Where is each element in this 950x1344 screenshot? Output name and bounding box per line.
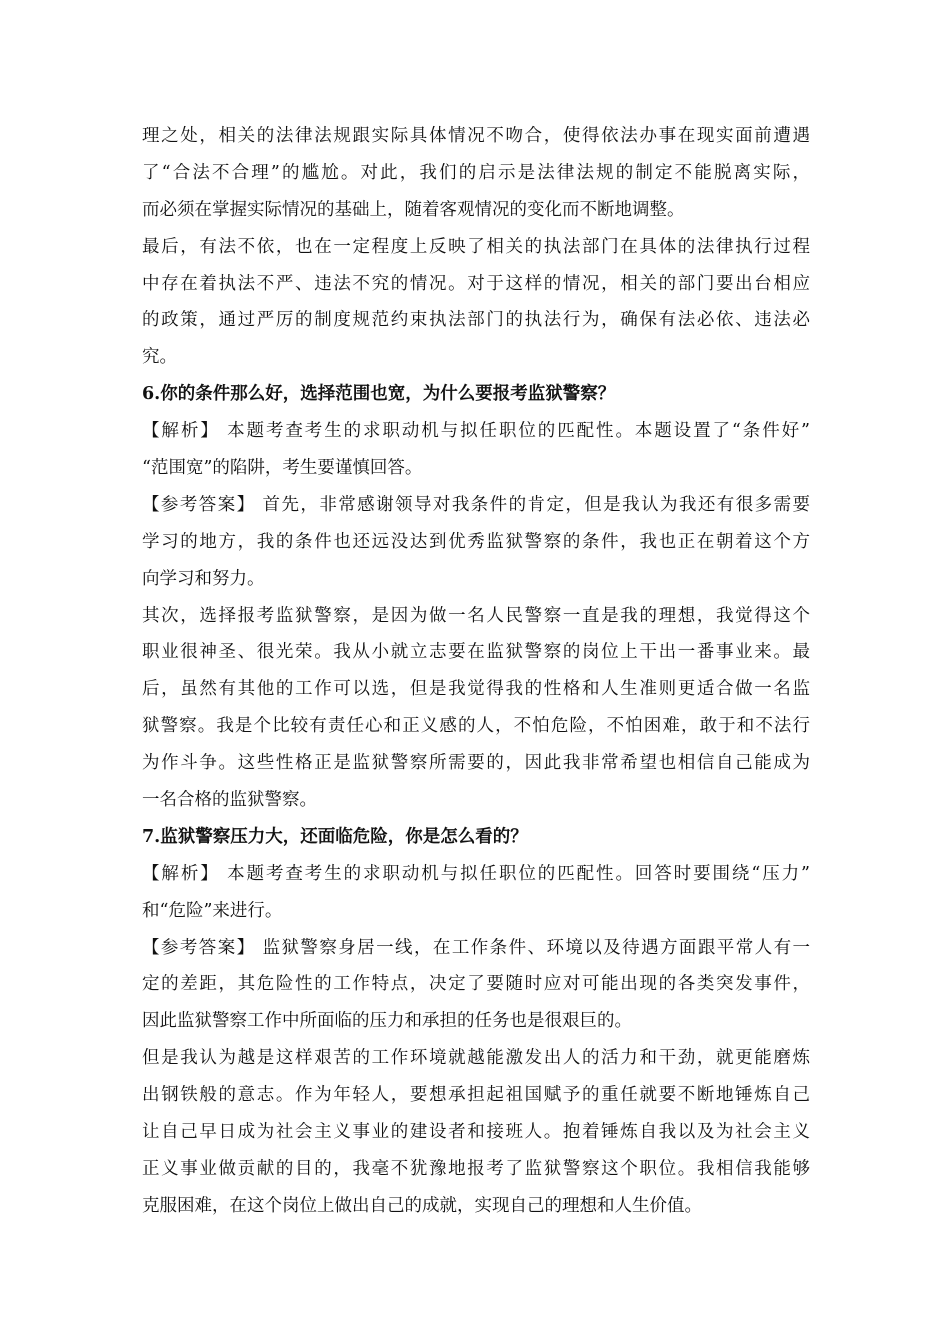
- text-line: “范围宽”的陷阱，考生要谨慎回答。: [142, 458, 423, 479]
- text-line: 正义事业做贡献的目的，我毫不犹豫地报考了监狱警察这个职位。我相信我能够: [142, 1158, 810, 1179]
- text-line: 让自己早日成为社会主义事业的建设者和接班人。抱着锤炼自我以及为社会主义: [142, 1122, 810, 1143]
- text-line: 理之处，相关的法律法规跟实际具体情况不吻合，使得依法办事在现实面前遭遇: [142, 126, 810, 146]
- text-line: 【参考答案】 监狱警察身居一线，在工作条件、环境以及待遇方面跟平常人有一: [142, 937, 810, 958]
- text-line: 为作斗争。这些性格正是监狱警察所需要的，因此我非常希望也相信自己能成为: [142, 753, 810, 774]
- document-page: [142, 118, 810, 1225]
- text-line: 克服困难，在这个岗位上做出自己的成就，实现自己的理想和人生价值。: [142, 1195, 702, 1216]
- text-line: 究。: [142, 347, 177, 368]
- question-7-heading: [142, 819, 810, 856]
- paragraph-legal-reflection: [142, 118, 810, 229]
- text-line: 定的差距，其危险性的工作特点，决定了要随时应对可能出现的各类突发事件，: [142, 974, 810, 995]
- text-line: 其次，选择报考监狱警察，是因为做一名人民警察一直是我的理想，我觉得这个: [142, 605, 810, 626]
- question-6-answer-part-2: [142, 598, 810, 819]
- text-line: 职业很神圣、很光荣。我从小就立志要在监狱警察的岗位上干出一番事业来。最: [142, 642, 810, 663]
- text-line: 【解析】 本题考查考生的求职动机与拟任职位的匹配性。回答时要围绕“压力”: [142, 863, 810, 884]
- text-line: 了“合法不合理”的尴尬。对此，我们的启示是法律法规的制定不能脱离实际，: [142, 162, 810, 183]
- text-line: 但是我认为越是这样艰苦的工作环境就越能激发出人的活力和干劲，就更能磨炼: [142, 1048, 810, 1069]
- text-line: 的政策，通过严厉的制度规范约束执法部门的执法行为，确保有法必依、违法必: [142, 310, 810, 331]
- text-line: 【解析】 本题考查考生的求职动机与拟任职位的匹配性。本题设置了“条件好”: [142, 421, 810, 442]
- text-line: 【参考答案】 首先，非常感谢领导对我条件的肯定，但是我认为我还有很多需要: [142, 494, 810, 515]
- text-line: 最后，有法不依，也在一定程度上反映了相关的执法部门在具体的法律执行过程: [142, 236, 810, 257]
- question-7-answer-part-2: [142, 1040, 810, 1224]
- text-line: 狱警察。我是个比较有责任心和正义感的人，不怕危险，不怕困难，敢于和不法行: [142, 716, 810, 737]
- text-line: 中存在着执法不严、违法不究的情况。对于这样的情况，相关的部门要出台相应: [142, 273, 810, 294]
- text-line: 出钢铁般的意志。作为年轻人，要想承担起祖国赋予的重任就要不断地锤炼自己: [142, 1085, 810, 1106]
- question-6-heading: [142, 376, 810, 413]
- question-7-analysis: [142, 856, 810, 930]
- text-line: 学习的地方，我的条件也还远没达到优秀监狱警察的条件，我也正在朝着这个方: [142, 531, 810, 552]
- question-line: 7.监狱警察压力大，还面临危险，你是怎么看的？: [142, 826, 528, 847]
- text-line: 后，虽然有其他的工作可以选，但是我觉得我的性格和人生准则更适合做一名监: [142, 679, 810, 700]
- text-line: 向学习和努力。: [142, 568, 265, 589]
- question-line: 6.你的条件那么好，选择范围也宽，为什么要报考监狱警察？: [142, 384, 616, 405]
- question-7-answer-part-1: [142, 930, 810, 1041]
- text-line: 和“危险”来进行。: [142, 900, 283, 921]
- text-line: 而必须在掌握实际情况的基础上，随着客观情况的变化而不断地调整。: [142, 199, 685, 220]
- paragraph-law-enforcement: [142, 229, 810, 377]
- text-line: 一名合格的监狱警察。: [142, 790, 317, 811]
- question-6-answer-part-1: [142, 487, 810, 598]
- text-line: 因此监狱警察工作中所面临的压力和承担的任务也是很艰巨的。: [142, 1011, 632, 1032]
- question-6-analysis: [142, 413, 810, 487]
